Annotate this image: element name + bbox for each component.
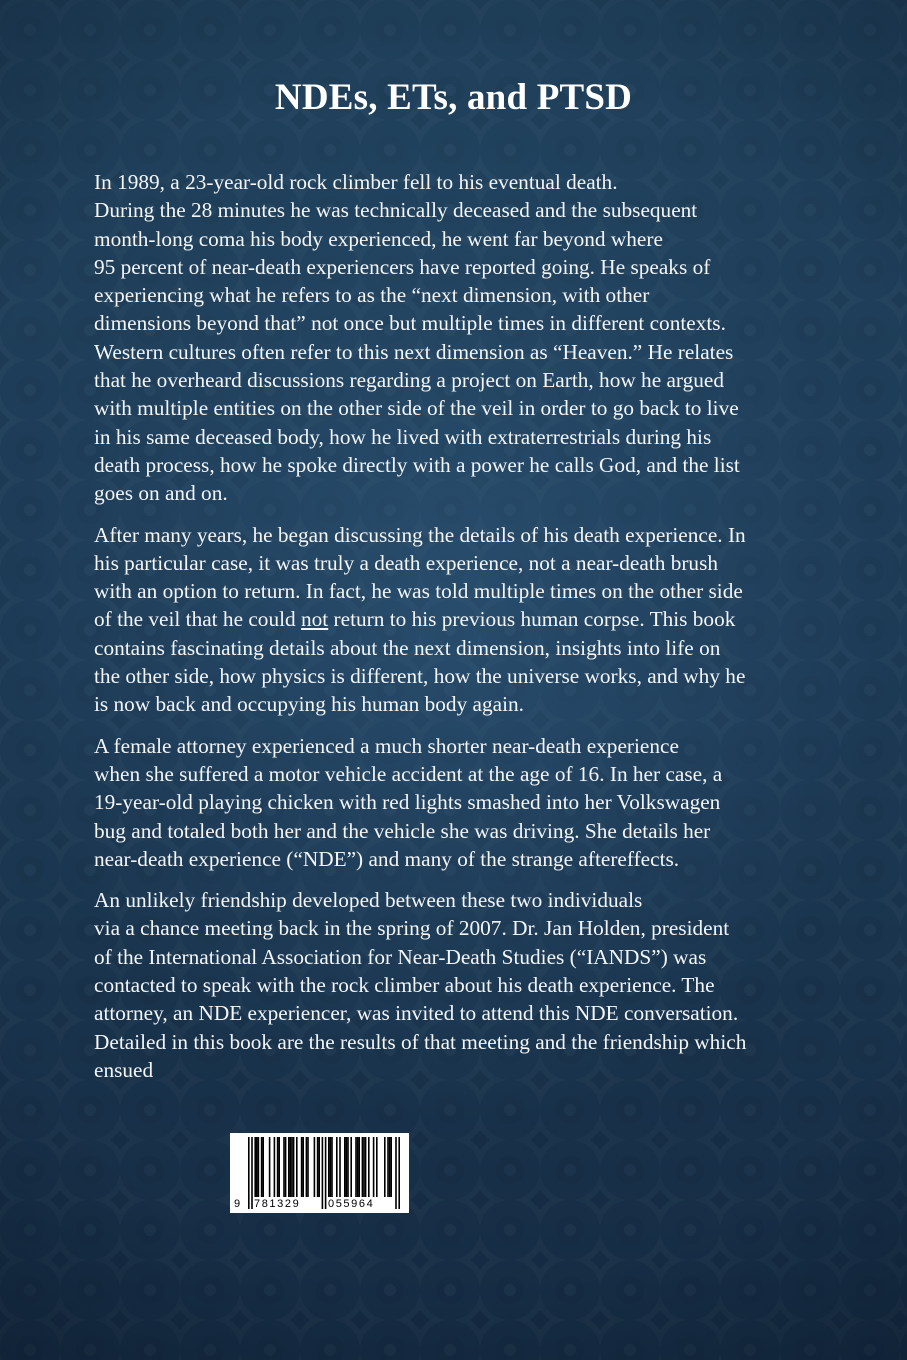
text-line: is now back and occupying his human body again.	[94, 692, 524, 717]
text-line: dimensions beyond that” not once but multiple times in different contexts.	[94, 311, 726, 336]
text-line: with an option to return. In fact, he was told multiple times on the other side	[94, 579, 743, 604]
book-title: NDEs, ETs, and PTSD	[274, 77, 633, 118]
barcode-bar	[336, 1137, 338, 1197]
barcode-bar	[278, 1137, 280, 1197]
barcode-bar	[288, 1137, 290, 1197]
barcode-bar	[283, 1137, 285, 1197]
barcode-bar	[339, 1137, 341, 1197]
barcode-bar	[302, 1137, 304, 1197]
text-line: contacted to speak with the rock climber about his death experience. The	[94, 973, 715, 998]
text-line: During the 28 minutes he was technically deceased and the subsequent	[94, 198, 698, 223]
barcode-bar	[346, 1137, 348, 1197]
barcode-right-group: 055964	[328, 1198, 375, 1210]
text-line: contains fascinating details about the next dimension, insights into life on	[94, 635, 721, 660]
text-line: his particular case, it was truly a death experience, not a near-death brush	[94, 550, 719, 575]
text-line: goes on and on.	[94, 481, 228, 506]
text-line: death process, how he spoke directly with a power he calls God, and the list	[94, 452, 740, 477]
text-line: the other side, how physics is different, how the universe works, and why he	[94, 664, 746, 689]
barcode-bar	[318, 1137, 320, 1197]
barcode-bar	[362, 1137, 364, 1197]
text-line: A female attorney experienced a much shorter near-death experience	[94, 733, 679, 758]
barcode-bar	[357, 1137, 359, 1197]
underlined-word: not	[301, 607, 329, 632]
text-line: attorney, an NDE experiencer, was invited to attend this NDE conversation.	[94, 1001, 739, 1026]
barcode-bar	[256, 1137, 258, 1197]
barcode-bar	[269, 1137, 271, 1197]
barcode-bar	[330, 1137, 332, 1197]
barcode-bar	[301, 1137, 303, 1197]
barcode-bar	[368, 1137, 370, 1197]
barcode-bar	[376, 1137, 378, 1197]
text-line: in his same deceased body, how he lived with extraterrestrials during his	[94, 424, 712, 449]
barcode-left-group: 781329	[254, 1198, 301, 1210]
isbn-barcode	[230, 1133, 409, 1213]
barcode-bar	[365, 1137, 367, 1197]
barcode-digits	[230, 1197, 409, 1213]
blurb-paragraph-3	[94, 732, 834, 873]
text-fragment: return to his previous human corpse. This book	[328, 607, 736, 632]
text-line: In 1989, a 23-year-old rock climber fell to his eventual death.	[94, 170, 618, 194]
blurb-paragraph-2	[94, 521, 834, 719]
text-line: 95 percent of near-death experiencers have reported going. He speaks of	[94, 254, 711, 279]
barcode-first-digit: 9	[234, 1198, 241, 1210]
barcode-bar	[296, 1137, 298, 1197]
barcode-bar	[358, 1137, 360, 1197]
text-line: Detailed in this book are the results of that meeting and the friendship which	[94, 1029, 747, 1054]
barcode-bar	[355, 1137, 357, 1197]
barcode-bar	[307, 1137, 309, 1197]
barcode-bar	[293, 1137, 295, 1197]
barcode-bar	[306, 1137, 308, 1197]
barcode-bar	[261, 1137, 263, 1197]
barcode-bar	[344, 1137, 346, 1197]
text-line: An unlikely friendship developed between these two individuals	[94, 888, 643, 913]
blurb-paragraph-1	[94, 168, 834, 508]
barcode-bar	[317, 1137, 319, 1197]
text-line: After many years, he began discussing the details of his death experience. In	[94, 522, 746, 547]
barcode-bar	[347, 1137, 349, 1197]
blurb-paragraph-4	[94, 886, 834, 1084]
barcode-bar	[390, 1137, 392, 1197]
barcode-bar	[258, 1137, 260, 1197]
text-line: via a chance meeting back in the spring of 2007. Dr. Jan Holden, president	[94, 916, 730, 941]
barcode-bar	[285, 1137, 287, 1197]
barcode-bar	[350, 1137, 352, 1197]
barcode-bar	[291, 1137, 293, 1197]
text-line: of the International Association for Near-Death Studies (“IANDS”) was	[94, 944, 707, 969]
barcode-bar	[254, 1137, 256, 1197]
barcode-bar	[314, 1137, 316, 1197]
barcode-bar	[363, 1137, 365, 1197]
barcode-bar	[328, 1137, 330, 1197]
barcode-bar	[274, 1137, 276, 1197]
text-line: experiencing what he refers to as the “next dimension, with other	[94, 283, 650, 308]
text-line	[94, 605, 834, 633]
barcode-bar	[262, 1137, 264, 1197]
barcode-bar	[290, 1137, 292, 1197]
text-line: 19-year-old playing chicken with red lights smashed into her Volkswagen	[94, 790, 721, 815]
text-line: near-death experience (“NDE”) and many of the strange aftereffects.	[94, 846, 680, 871]
text-line: bug and totaled both her and the vehicle she was driving. She details her	[94, 818, 711, 843]
text-fragment: of the veil that he could	[94, 607, 301, 632]
barcode-bar	[384, 1137, 386, 1197]
barcode-bar	[373, 1137, 375, 1197]
text-line: month-long coma his body experienced, he went far beyond where	[94, 226, 663, 251]
barcode-bar	[331, 1137, 333, 1197]
text-line: that he overheard discussions regarding a project on Earth, how he argued	[94, 368, 725, 393]
text-line: when she suffered a motor vehicle accident at the age of 16. In her case, a	[94, 761, 723, 786]
text-line: with multiple entities on the other side of the veil in order to go back to live	[94, 396, 739, 421]
text-line: ensued	[94, 1057, 154, 1082]
barcode-bar	[277, 1137, 279, 1197]
text-line: Western cultures often refer to this next dimension as “Heaven.” He relates	[94, 339, 734, 364]
barcode-bar	[387, 1137, 389, 1197]
barcode-bar	[389, 1137, 391, 1197]
blurb-text	[94, 168, 834, 1097]
